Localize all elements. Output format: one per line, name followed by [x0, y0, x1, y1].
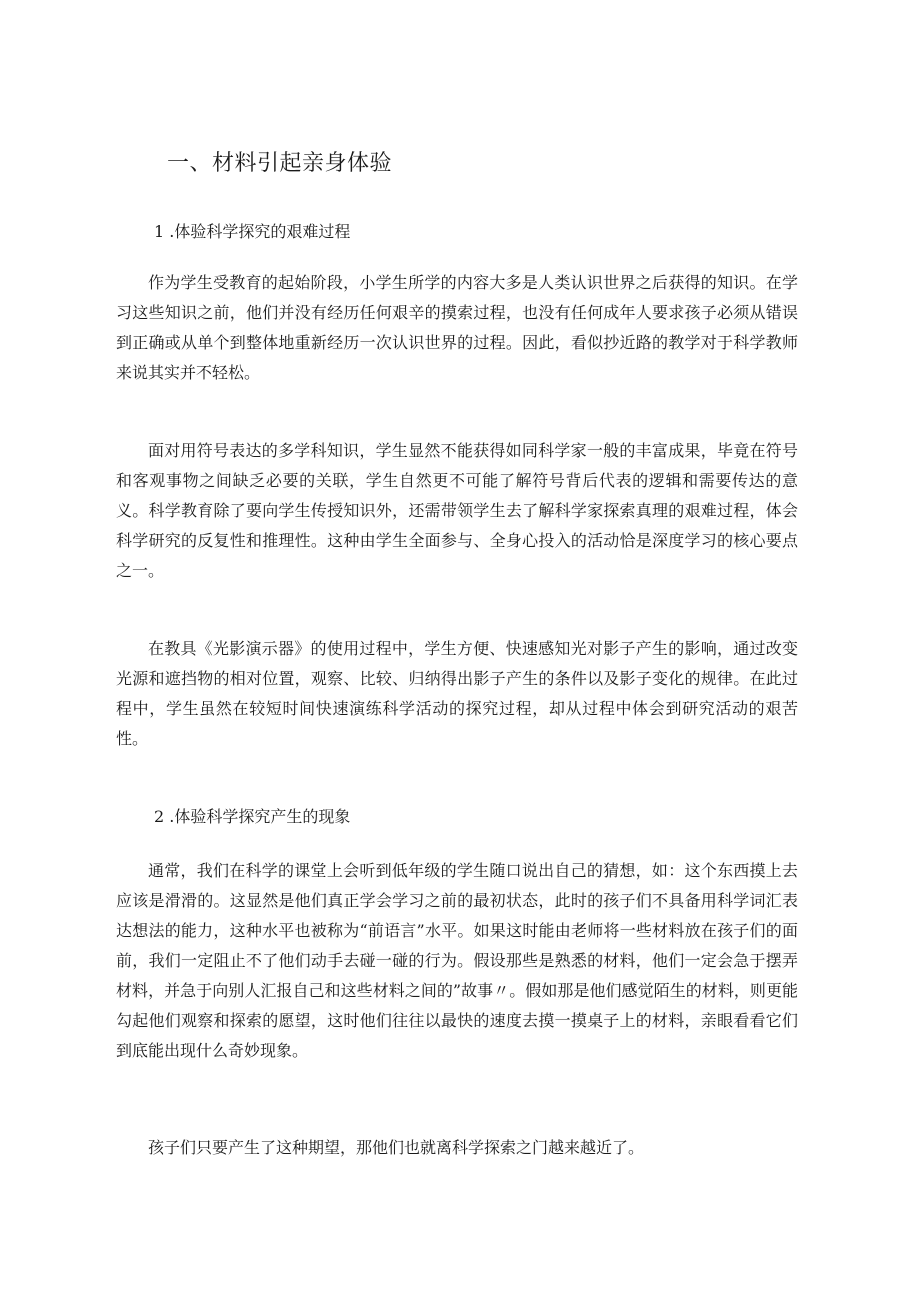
- subsection-title-2: 2 .体验科学探究产生的现象: [154, 807, 351, 826]
- paragraph: 孩子们只要产生了这种期望，那他们也就离科学探索之门越来越近了。: [148, 1138, 645, 1157]
- subsection-title-1: 1 .体验科学探究的艰难过程: [154, 222, 351, 241]
- paragraph: 作为学生受教育的起始阶段，小学生所学的内容大多是人类认识世界之后获得的知识。在学习这些知识之前，他们并没有经历任何艰辛的摸索过程，也没有任何成年人要求孩子必须从错误到正确或从单个到整体地重新经历一次认识世界的过程。因此，看似抄近路的教学对于科学教师来说其实并不轻松。: [116, 273, 798, 382]
- paragraph: 通常，我们在科学的课堂上会听到低年级的学生随口说出自己的猜想，如：这个东西摸上去应该是滑滑的。这显然是他们真正学会学习之前的最初状态，此时的孩子们不具备用科学词汇表达想法的能力，这种水平也被称为“前语言”水平。如果这时能由老师将一些材料放在孩子们的面前，我们一定阻止不了他们动手去碰一碰的行为。假设那些是熟悉的材料，他们一定会急于摆弄材料，并急于向别人汇报自己和这些材料之间的”故事〃。假如那是他们感觉陌生的材料，则更能勾起他们观察和探索的愿望，这时他们往往以最快的速度去摸一摸桌子上的材料，亲眼看看它们到底能出现什么奇妙现象。: [116, 861, 798, 1060]
- section-heading: 一、材料引起亲身体验: [167, 151, 393, 176]
- paragraph: 面对用符号表达的多学科知识，学生显然不能获得如同科学家一般的丰富成果，毕竟在符号和客观事物之间缺乏必要的关联，学生自然更不可能了解符号背后代表的逻辑和需要传达的意义。科学教育除了要向学生传授知识外，还需带领学生去了解科学家探索真理的艰难过程，体会科学研究的反复性和推理性。这种由学生全面参与、全身心投入的活动恰是深度学习的核心要点之一。: [116, 441, 798, 580]
- paragraph: 在教具《光影演示器》的使用过程中，学生方便、快速感知光对影子产生的影响，通过改变光源和遮挡物的相对位置，观察、比较、归纳得出影子产生的条件以及影子变化的规律。在此过程中，学生虽然在较短时间快速演练科学活动的探究过程，却从过程中体会到研究活动的艰苦性。: [116, 639, 798, 748]
